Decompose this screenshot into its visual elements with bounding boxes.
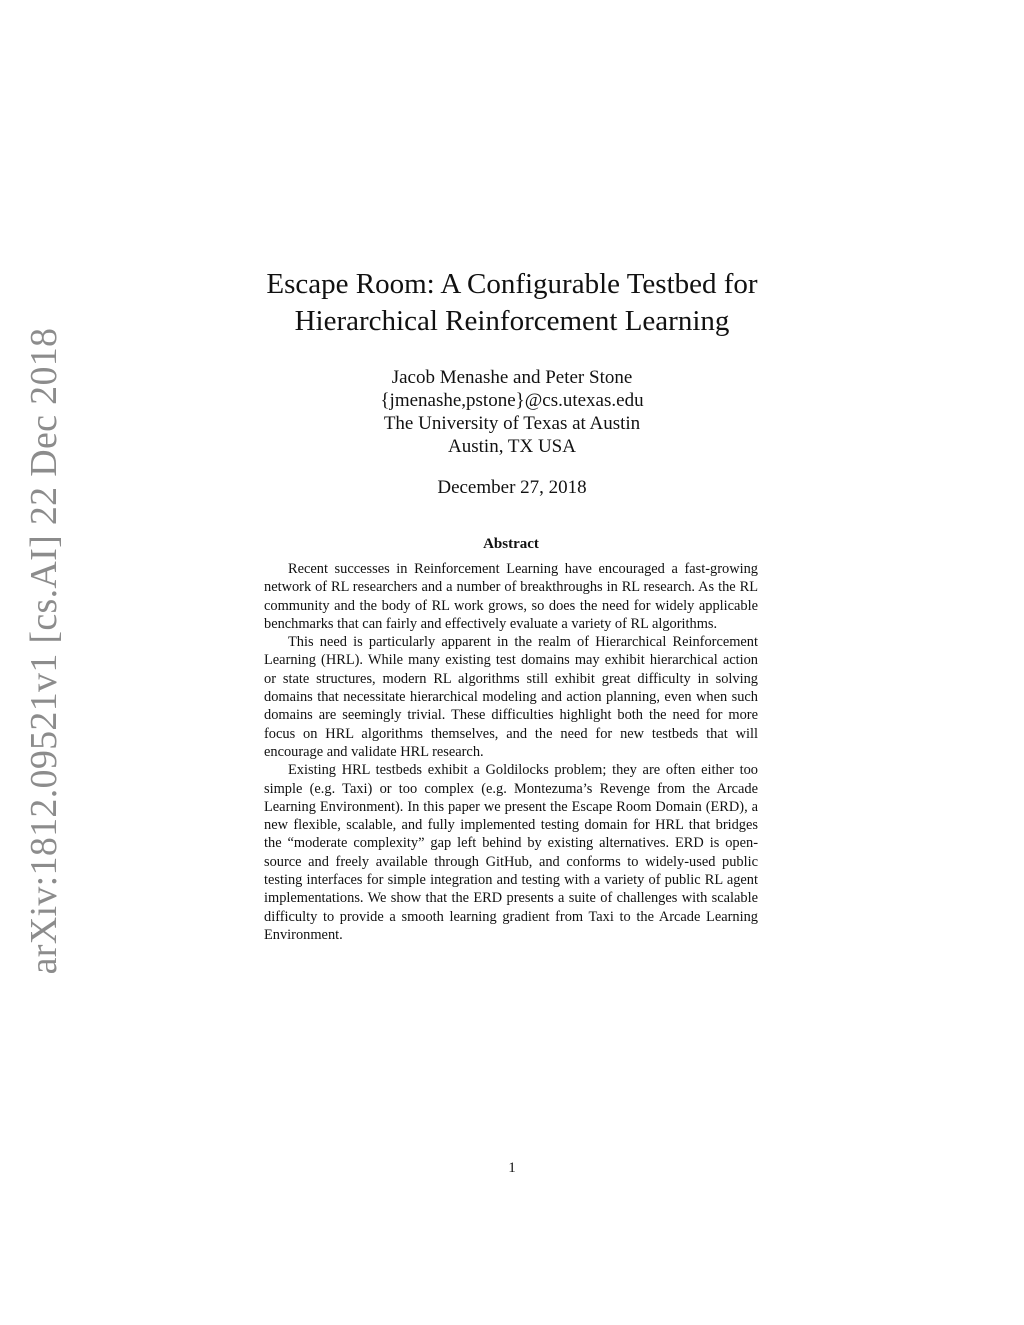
author-affiliation: The University of Texas at Austin (383, 413, 641, 434)
abstract-paragraph-3: Existing HRL testbeds exhibit a Goldilocks problem; they are often either too simple (e.g. Taxi) or too complex (e.g. Montezuma’s Revenge from the Arcade Learning Environment). In this paper we present the Escape Room Domain (ERD), a new flexible, scalable, and fully implemented testing domain for HRL that bridges the “moderate complexity” gap left behind by existing alternatives. ERD is open-source and freely available through GitHub, and conforms to widely-used public testing interfaces for simple integration and testing with a variety of public RL agent implementations. We show that the ERD presents a suite of challenges with scalable difficulty to provide a smooth learning gradient from Taxi to the Arcade Learning Environment. (264, 762, 758, 943)
paper-title-line-1: Escape Room: A Configurable Testbed for (266, 268, 758, 300)
page-number: 1 (508, 1160, 516, 1176)
title-block (262, 266, 762, 499)
author-emails: {jmenashe,pstone}@cs.utexas.edu (380, 390, 644, 411)
paper-date: December 27, 2018 (437, 477, 587, 498)
author-block (262, 366, 762, 458)
abstract-paragraph-2: This need is particularly apparent in the realm of Hierarchical Reinforcement Learning (HRL). While many existing test domains may exhibit hierarchical action or state structures, modern RL algorithms still exhibit great difficulty in solving domains that necessitate hierarchical modeling and action planning, even when such domains are seemingly trivial. These difficulties highlight both the need for more focus on HRL algorithms themselves, and the need for new testbeds that will encourage and validate HRL research. (264, 634, 758, 760)
arxiv-identifier-stamp: arXiv:1812.09521v1 [cs.AI] 22 Dec 2018 (23, 327, 65, 975)
paper-title-line-2: Hierarchical Reinforcement Learning (294, 305, 730, 337)
abstract-section (264, 534, 758, 944)
abstract-paragraph-1: Recent successes in Reinforcement Learning have encouraged a fast-growing network of RL researchers and a number of breakthroughs in RL research. As the RL community and the body of RL work grows, so does the need for widely applicable benchmarks that can fairly and effectively evaluate a variety of RL algorithms. (264, 561, 758, 632)
author-names: Jacob Menashe and Peter Stone (391, 367, 633, 388)
author-location: Austin, TX USA (448, 436, 576, 457)
abstract-heading: Abstract (483, 536, 539, 552)
